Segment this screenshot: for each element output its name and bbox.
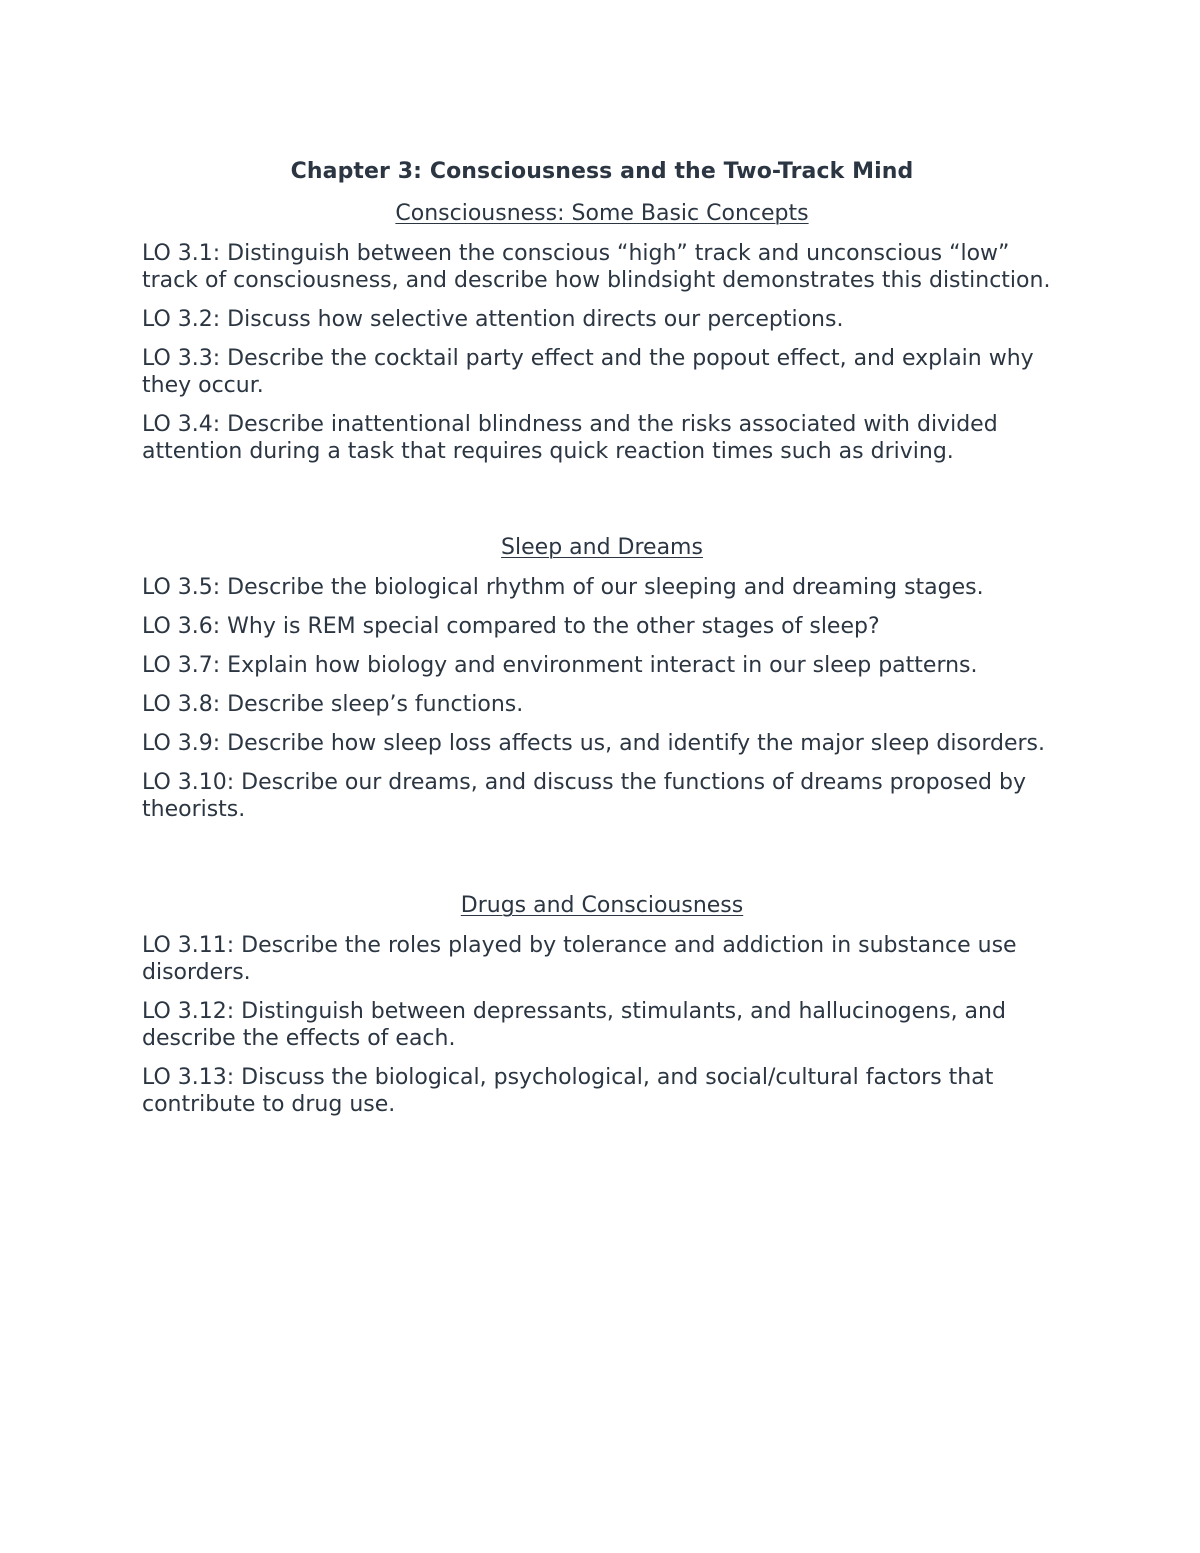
learning-objective: LO 3.8: Describe sleep’s functions. (142, 692, 524, 717)
section-sleep-and-dreams (142, 532, 1062, 823)
section-spacer (142, 835, 1062, 890)
learning-objective: LO 3.1: Distinguish between the conscious “high” track and unconscious “low” track of consciousness, and describe how blindsight demonstrates this distinction. (142, 241, 1051, 293)
learning-objective: LO 3.11: Describe the roles played by tolerance and addiction in substance use disorders. (142, 933, 1017, 985)
learning-objective: LO 3.12: Distinguish between depressants, stimulants, and hallucinogens, and describe the effects of each. (142, 999, 1006, 1051)
learning-objective: LO 3.9: Describe how sleep loss affects us, and identify the major sleep disorders. (142, 731, 1046, 756)
section-heading: Consciousness: Some Basic Concepts (395, 201, 809, 226)
learning-objective: LO 3.2: Discuss how selective attention directs our perceptions. (142, 307, 844, 332)
document-page (142, 156, 1062, 1130)
section-drugs-and-consciousness (142, 890, 1062, 1118)
learning-objective: LO 3.13: Discuss the biological, psychological, and social/cultural factors that contribute to drug use. (142, 1065, 994, 1117)
section-heading: Sleep and Dreams (501, 535, 703, 560)
section-consciousness-basics (142, 198, 1062, 465)
learning-objective: LO 3.5: Describe the biological rhythm of our sleeping and dreaming stages. (142, 575, 984, 600)
learning-objective: LO 3.10: Describe our dreams, and discuss the functions of dreams proposed by theorists. (142, 770, 1026, 822)
learning-objective: LO 3.6: Why is REM special compared to the other stages of sleep? (142, 614, 880, 639)
section-spacer (142, 477, 1062, 532)
document-title: Chapter 3: Consciousness and the Two-Track Mind (290, 159, 914, 184)
learning-objective: LO 3.4: Describe inattentional blindness and the risks associated with divided attention during a task that requires quick reaction times such as driving. (142, 412, 998, 464)
section-heading: Drugs and Consciousness (460, 893, 744, 918)
learning-objective: LO 3.3: Describe the cocktail party effect and the popout effect, and explain why they occur. (142, 346, 1034, 398)
learning-objective: LO 3.7: Explain how biology and environment interact in our sleep patterns. (142, 653, 978, 678)
